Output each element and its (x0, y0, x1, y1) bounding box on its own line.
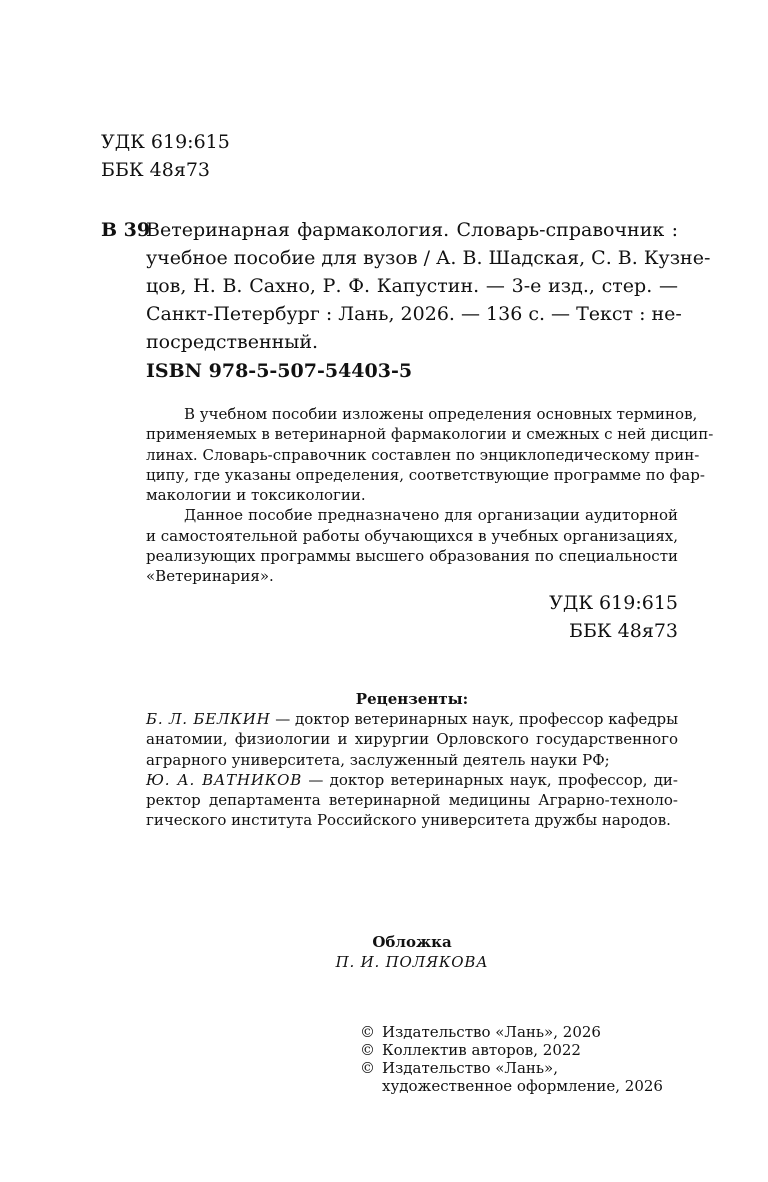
classification-block-bottom (448, 589, 678, 645)
abstract (146, 404, 714, 587)
abstract-line: линах. Словарь-справочник составлен по энциклопедическому прин- (146, 445, 700, 464)
reviewers-heading: Рецензенты: (355, 690, 469, 708)
copyright-block (360, 1023, 663, 1095)
copyright-line (360, 1041, 663, 1059)
classification-block (101, 128, 230, 184)
reviewer-entry (146, 709, 678, 729)
reviewer-name: Б. Л. БЕЛКИН (146, 710, 271, 728)
copyright-text: Издательство «Лань», 2026 (382, 1023, 601, 1041)
abstract-line: «Ветеринария». (146, 567, 274, 586)
copyright-icon: © (360, 1023, 375, 1041)
reviewer-name: Ю. А. ВАТНИКОВ (146, 770, 303, 789)
udk-code: УДК 619:615 (549, 592, 678, 614)
biblio-line: учебное пособие для вузов / А. В. Шадская, С. В. Кузне- (146, 247, 711, 269)
copyright-text: Издательство «Лань», (382, 1059, 559, 1077)
reviewer-line: ректор департамента ветеринарной медицины Аграрно-техноло- (146, 791, 678, 810)
reviewer-line: гического института Российского университета дружбы народов. (146, 811, 671, 830)
biblio-line: Ветеринарная фармакология. Словарь-справочник : (146, 219, 678, 241)
bbk-code: ББК 48я73 (568, 620, 678, 642)
biblio-line: цов, Н. В. Сахно, Р. Ф. Капустин. — 3-е изд., стер. — (146, 275, 678, 297)
abstract-line: В учебном пособии изложены определения основных терминов, (184, 405, 698, 423)
copyright-icon: © (360, 1059, 375, 1077)
abstract-line: ципу, где указаны определения, соответствующие программе по фар- (146, 465, 705, 484)
reviewer-entry (146, 770, 678, 790)
reviewer-desc: — доктор ветеринарных наук, профессор кафедры (270, 710, 679, 728)
abstract-line: применяемых в ветеринарной фармакологии и смежных с ней дисцип- (146, 425, 714, 444)
copyright-line (360, 1059, 663, 1077)
copyright-icon: © (360, 1041, 375, 1059)
copyright-line-continued: художественное оформление, 2026 (382, 1077, 663, 1095)
copyright-text: Коллектив авторов, 2022 (382, 1041, 581, 1059)
abstract-line: макологии и токсикологии. (146, 486, 366, 505)
copyright-line (360, 1023, 663, 1041)
cover-credit (146, 932, 678, 973)
udk-code: УДК 619:615 (101, 131, 230, 153)
biblio-line: посредственный. (146, 331, 319, 353)
author-sign: В 39 (101, 219, 151, 241)
isbn: ISBN 978-5-507-54403-5 (146, 360, 413, 382)
reviewers-list (146, 709, 678, 831)
bibliographic-record (146, 216, 711, 356)
abstract-line: реализующих программы высшего образования по специальности (146, 547, 678, 566)
bbk-code: ББК 48я73 (101, 159, 211, 181)
reviewer-desc: — доктор ветеринарных наук, профессор, ди- (302, 770, 678, 789)
abstract-line: Данное пособие предназначено для организации аудиторной (184, 506, 678, 525)
cover-heading: Обложка (372, 933, 452, 951)
abstract-line: и самостоятельной работы обучающихся в учебных организациях, (146, 526, 679, 545)
cover-designer: П. И. ПОЛЯКОВА (335, 953, 489, 972)
biblio-line: Санкт-Петербург : Лань, 2026. — 136 с. — Текст : не- (146, 303, 682, 325)
reviewer-line: анатомии, физиологии и хирургии Орловского государственного (146, 730, 678, 749)
reviewer-line: аграрного университета, заслуженный деятель науки РФ; (146, 750, 610, 769)
